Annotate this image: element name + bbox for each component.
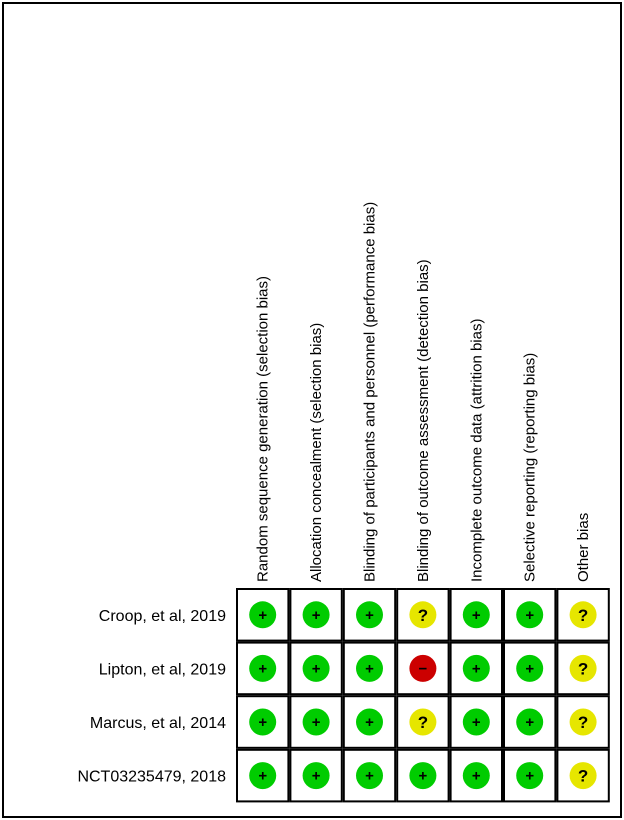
study-label: Croop, et al, 2019 — [98, 607, 226, 625]
column-label: Random sequence generation (selection bias) — [254, 275, 272, 582]
column-label: Selective reporting (reporting bias) — [521, 352, 539, 582]
column-label: Incomplete outcome data (attrition bias) — [468, 318, 486, 582]
low-risk-symbol: + — [365, 767, 374, 785]
low-risk-symbol: + — [365, 660, 374, 678]
rating-grid — [237, 589, 609, 801]
low-risk-symbol: + — [525, 606, 535, 624]
low-risk-symbol: + — [311, 660, 321, 678]
low-risk-symbol: + — [258, 714, 268, 731]
low-risk-symbol: + — [471, 660, 481, 678]
unclear-risk-symbol: ? — [417, 605, 429, 625]
unclear-risk-symbol: ? — [577, 605, 589, 625]
low-risk-symbol: + — [311, 606, 321, 624]
low-risk-symbol: + — [258, 606, 268, 624]
unclear-risk-symbol: ? — [577, 659, 589, 679]
column-label: Blinding of outcome assessment (detection bias) — [414, 259, 432, 582]
unclear-risk-symbol: ? — [577, 713, 589, 732]
low-risk-symbol: + — [525, 767, 535, 785]
unclear-risk-symbol: ? — [577, 766, 589, 786]
low-risk-symbol: + — [258, 660, 268, 678]
column-labels — [255, 202, 592, 582]
low-risk-symbol: + — [471, 606, 481, 624]
high-risk-symbol: − — [418, 660, 428, 678]
low-risk-symbol: + — [471, 714, 481, 731]
low-risk-symbol: + — [258, 767, 268, 785]
unclear-risk-symbol: ? — [417, 713, 429, 732]
column-label: Other bias — [575, 512, 593, 582]
low-risk-symbol: + — [525, 714, 535, 731]
low-risk-symbol: + — [365, 606, 374, 624]
low-risk-symbol: + — [365, 714, 374, 731]
column-label: Blinding of participants and personnel (performance bias) — [361, 201, 379, 582]
study-label: NCT03235479, 2018 — [77, 768, 226, 786]
figure-frame — [2, 2, 622, 818]
row-labels — [77, 608, 226, 786]
study-label: Lipton, et al, 2019 — [98, 661, 226, 679]
low-risk-symbol: + — [418, 767, 428, 785]
low-risk-symbol: + — [471, 767, 481, 785]
low-risk-symbol: + — [525, 660, 535, 678]
low-risk-symbol: + — [311, 767, 321, 785]
study-label: Marcus, et al, 2014 — [89, 715, 226, 732]
low-risk-symbol: + — [311, 714, 321, 731]
risk-of-bias-chart — [4, 4, 620, 816]
column-label: Allocation concealment (selection bias) — [308, 322, 326, 582]
